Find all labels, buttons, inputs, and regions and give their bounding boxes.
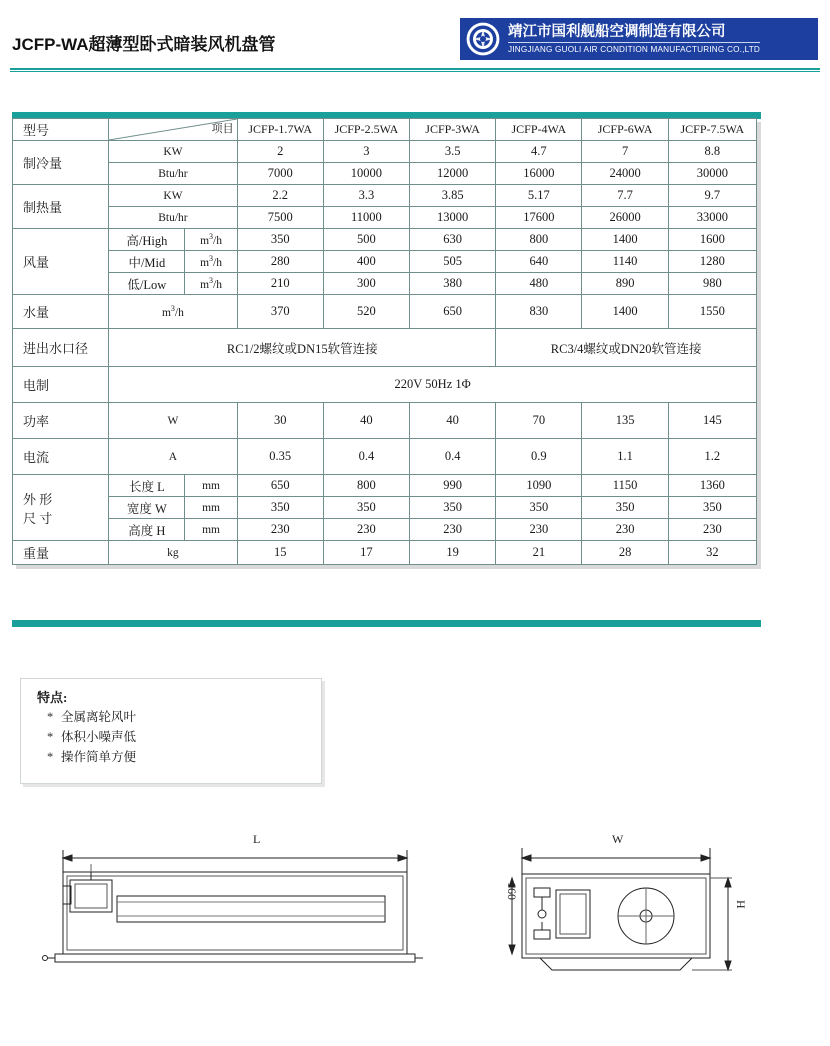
water-port-right: RC3/4螺纹或DN20软管连接 [496, 329, 757, 367]
table-row-power-supply [13, 367, 757, 403]
cell-value: 630 [410, 229, 496, 251]
cell-value: 0.35 [237, 439, 323, 475]
cell-value: 5.17 [496, 185, 582, 207]
cell-value: 1400 [582, 295, 668, 329]
cell-value: 350 [496, 497, 582, 519]
unit-cell: mm [185, 475, 237, 497]
cell-value: 1550 [668, 295, 756, 329]
page-title: JCFP-WA超薄型卧式暗装风机盘管 [12, 35, 276, 54]
cell-value: 480 [496, 273, 582, 295]
cell-value: 800 [323, 475, 409, 497]
feature-text: 操作简单方便 [61, 750, 137, 764]
cell-value: 1360 [668, 475, 756, 497]
page-header [0, 0, 830, 76]
cell-value: 16000 [496, 163, 582, 185]
bullet-icon: * [47, 710, 54, 724]
cell-value: 0.9 [496, 439, 582, 475]
unit-cell: Btu/hr [109, 163, 237, 185]
cell-value: 21 [496, 541, 582, 565]
model-header-1: JCFP-2.5WA [323, 119, 409, 141]
model-header-4: JCFP-6WA [582, 119, 668, 141]
model-header-2: JCFP-3WA [410, 119, 496, 141]
cell-value: 350 [410, 497, 496, 519]
unit-cell: KW [109, 141, 237, 163]
table-row [13, 185, 757, 207]
cell-value: 350 [582, 497, 668, 519]
cell-value: 400 [323, 251, 409, 273]
cell-value: 17 [323, 541, 409, 565]
table-row [13, 273, 757, 295]
table-row [13, 229, 757, 251]
cell-value: 3.85 [410, 185, 496, 207]
cell-value: 230 [410, 519, 496, 541]
unit-cell: $m^3/h$ [185, 273, 237, 295]
sub-label: 宽度 W [109, 497, 185, 519]
table-row [13, 497, 757, 519]
unit-cell: Btu/hr [109, 207, 237, 229]
cell-value: 0.4 [410, 439, 496, 475]
cell-value: 1.2 [668, 439, 756, 475]
unit-cell: $m^3/h$ [185, 229, 237, 251]
table-row [13, 519, 757, 541]
unit-cell: A [109, 439, 237, 475]
cell-value: 17600 [496, 207, 582, 229]
power-supply-value: 220V 50Hz 1Φ [109, 367, 757, 403]
cell-value: 7.7 [582, 185, 668, 207]
cell-value: 1400 [582, 229, 668, 251]
cell-value: 2.2 [237, 185, 323, 207]
cell-value: 1600 [668, 229, 756, 251]
row-label-air-volume: 风量 [13, 229, 109, 295]
cell-value: 3 [323, 141, 409, 163]
cell-value: 30000 [668, 163, 756, 185]
table-row-model-header [13, 119, 757, 141]
cell-value: 4.7 [496, 141, 582, 163]
cell-value: 210 [237, 273, 323, 295]
bullet-icon: * [47, 750, 54, 764]
cell-value: 1.1 [582, 439, 668, 475]
cell-value: 650 [237, 475, 323, 497]
cell-value: 12000 [410, 163, 496, 185]
cell-value: 7000 [237, 163, 323, 185]
table-corner-cell [109, 119, 237, 141]
cell-value: 650 [410, 295, 496, 329]
cell-value: 2 [237, 141, 323, 163]
table-row-water-port [13, 329, 757, 367]
cell-value: 800 [496, 229, 582, 251]
row-label-dimensions [13, 475, 109, 541]
table-row [13, 251, 757, 273]
unit-cell: mm [185, 519, 237, 541]
cell-value: 980 [668, 273, 756, 295]
cell-value: 890 [582, 273, 668, 295]
sub-label: 高/High [109, 229, 185, 251]
cell-value: 300 [323, 273, 409, 295]
company-name-block [508, 23, 760, 55]
table-row [13, 207, 757, 229]
company-seal-icon [464, 20, 502, 58]
table-row [13, 439, 757, 475]
cell-value: 1150 [582, 475, 668, 497]
model-header-5: JCFP-7.5WA [668, 119, 756, 141]
cell-value: 9.7 [668, 185, 756, 207]
cell-value: 19 [410, 541, 496, 565]
cell-value: 520 [323, 295, 409, 329]
feature-text: 体积小噪声低 [61, 730, 137, 744]
dim-label-width: W [612, 832, 624, 846]
cell-value: 990 [410, 475, 496, 497]
cell-value: 500 [323, 229, 409, 251]
features-list [47, 707, 136, 767]
cell-value: 350 [323, 497, 409, 519]
table-row [13, 541, 757, 565]
row-label-power-supply: 电制 [13, 367, 109, 403]
specification-table-wrap [12, 118, 757, 565]
cell-value: 505 [410, 251, 496, 273]
features-box [20, 678, 322, 784]
cell-value: 350 [237, 229, 323, 251]
header-divider-thin [10, 71, 820, 72]
table-row [13, 295, 757, 329]
cell-value: 1280 [668, 251, 756, 273]
cell-value: 0.4 [323, 439, 409, 475]
dimensions-label-line2: 尺 寸 [23, 510, 53, 526]
cell-value: 33000 [668, 207, 756, 229]
cell-value: 280 [237, 251, 323, 273]
cell-value: 1090 [496, 475, 582, 497]
company-name-en: JINGJIANG GUOLI AIR CONDITION MANUFACTURING CO.,LTD [508, 42, 760, 55]
side-view-drawing [500, 830, 800, 1010]
cell-value: 11000 [323, 207, 409, 229]
table-row [13, 403, 757, 439]
cell-value: 380 [410, 273, 496, 295]
cell-value: 3.5 [410, 141, 496, 163]
bullet-icon: * [47, 730, 54, 744]
row-label-weight: 重量 [13, 541, 109, 565]
cell-value: 40 [410, 403, 496, 439]
feature-text: 全属离轮风叶 [61, 710, 137, 724]
sub-label: 高度 H [109, 519, 185, 541]
cell-value: 10000 [323, 163, 409, 185]
row-label-water-volume: 水量 [13, 295, 109, 329]
cell-value: 370 [237, 295, 323, 329]
cell-value: 830 [496, 295, 582, 329]
sub-label: 低/Low [109, 273, 185, 295]
dimensions-label-line1: 外 形 [23, 491, 53, 507]
cell-value: 30 [237, 403, 323, 439]
list-item [47, 727, 136, 747]
list-item [47, 747, 136, 767]
cell-value: 640 [496, 251, 582, 273]
water-port-left: RC1/2螺纹或DN15软管连接 [109, 329, 496, 367]
table-bottom-bar [12, 620, 761, 627]
unit-cell: kg [109, 541, 237, 565]
cell-value: 32 [668, 541, 756, 565]
cell-value: 135 [582, 403, 668, 439]
cell-value: 145 [668, 403, 756, 439]
cell-value: 7500 [237, 207, 323, 229]
cell-value: 1140 [582, 251, 668, 273]
row-label-power: 功率 [13, 403, 109, 439]
cell-value: 40 [323, 403, 409, 439]
cell-value: 70 [496, 403, 582, 439]
cell-value: 230 [496, 519, 582, 541]
cell-value: 15 [237, 541, 323, 565]
sub-label: 中/Mid [109, 251, 185, 273]
unit-cell: $m^3/h$ [109, 295, 237, 329]
cell-value: 13000 [410, 207, 496, 229]
cell-value: 350 [237, 497, 323, 519]
cell-value: 7 [582, 141, 668, 163]
row-label-water-port: 进出水口径 [13, 329, 109, 367]
cell-value: 26000 [582, 207, 668, 229]
cell-value: 3.3 [323, 185, 409, 207]
cell-value: 230 [237, 519, 323, 541]
technical-drawings [0, 820, 830, 1020]
cell-value: 230 [582, 519, 668, 541]
cell-value: 230 [668, 519, 756, 541]
cell-value: 28 [582, 541, 668, 565]
table-row [13, 163, 757, 185]
list-item [47, 707, 136, 727]
dim-label-height: H [734, 900, 748, 909]
row-label-cooling-capacity: 制冷量 [13, 141, 109, 185]
table-row [13, 475, 757, 497]
model-header-3: JCFP-4WA [496, 119, 582, 141]
row-label-current: 电流 [13, 439, 109, 475]
header-divider [10, 68, 820, 70]
row-label-model: 型号 [13, 119, 109, 141]
dim-label-160: 160 [505, 882, 519, 900]
table-row [13, 141, 757, 163]
model-header-0: JCFP-1.7WA [237, 119, 323, 141]
sub-label: 长度 L [109, 475, 185, 497]
cell-value: 8.8 [668, 141, 756, 163]
unit-cell: W [109, 403, 237, 439]
specification-table [12, 118, 757, 565]
cell-value: 230 [323, 519, 409, 541]
cell-value: 350 [668, 497, 756, 519]
dim-label-length: L [253, 832, 261, 846]
front-view-drawing [25, 830, 445, 1010]
features-title: 特点: [37, 690, 68, 705]
corner-label: 项目 [211, 123, 234, 135]
row-label-heating-capacity: 制热量 [13, 185, 109, 229]
unit-cell: KW [109, 185, 237, 207]
cell-value: 24000 [582, 163, 668, 185]
unit-cell: $m^3/h$ [185, 251, 237, 273]
unit-cell: mm [185, 497, 237, 519]
company-logo-band [460, 18, 818, 60]
company-name-cn: 靖江市国利舰船空调制造有限公司 [508, 24, 726, 40]
